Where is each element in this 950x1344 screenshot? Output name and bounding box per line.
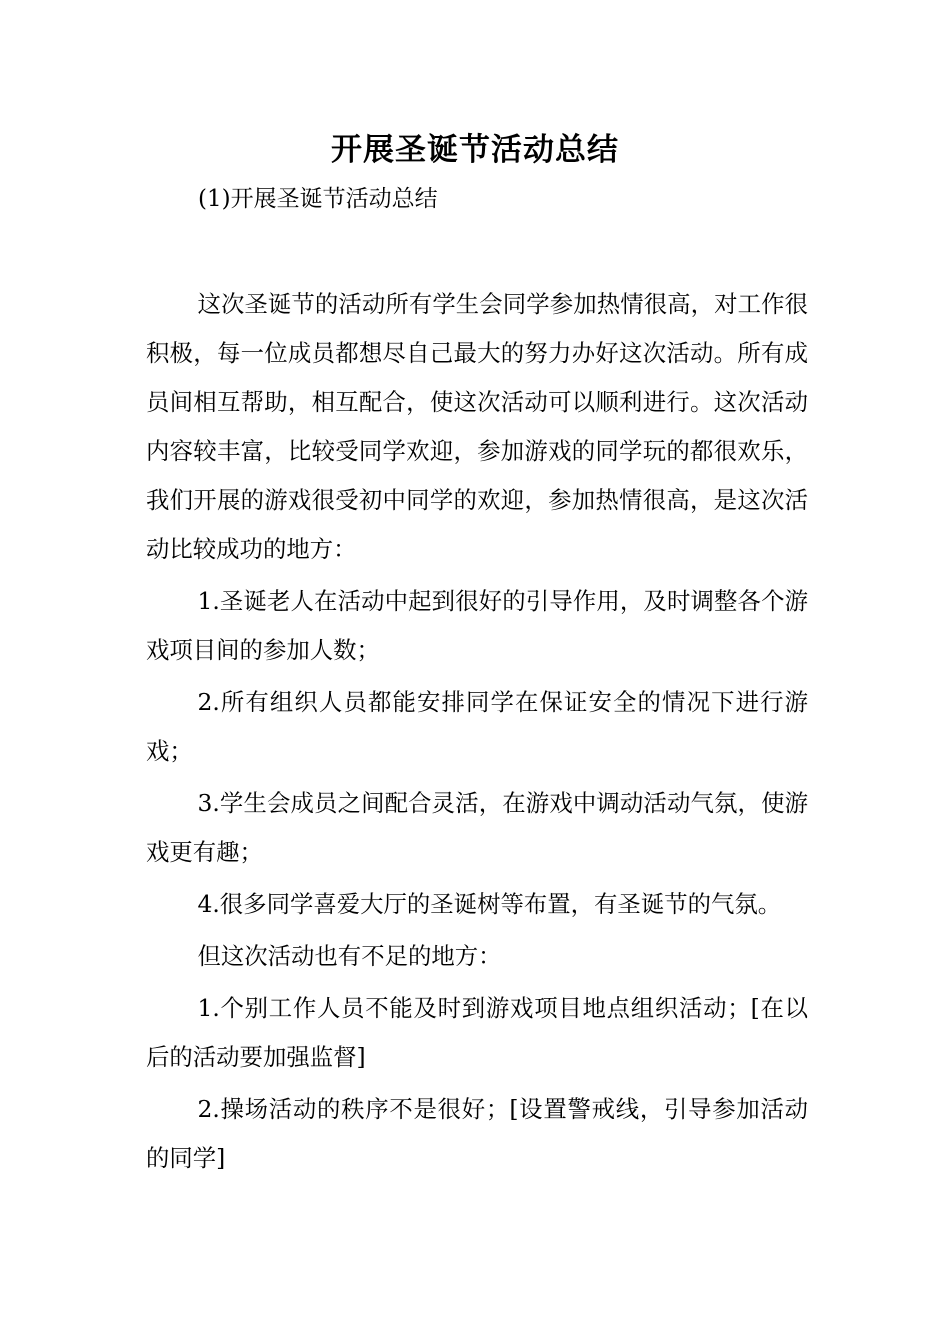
- paragraph-shortcomings: 但这次活动也有不足的地方：: [197, 942, 502, 970]
- paragraph-intro: 这次圣诞节的活动所有学生会同学参加热情很高，对工作很积极，每一位成员都想尽自己最大的努力办好这次活动。所有成员间相互帮助，相互配合，使这次活动可以顺利进行。这次活动内容较丰富，比较受同学欢迎，参加游戏的同学玩的都很欢乐，我们开展的游戏很受初中同学的欢迎，参加热情很高，是这次活动比较成功的地方：: [146, 290, 808, 563]
- shortcoming-item-1: 1.个别工作人员不能及时到游戏项目地点组织活动；[在以后的活动要加强监督]: [146, 994, 808, 1071]
- success-item-3: 3.学生会成员之间配合灵活，在游戏中调动活动气氛，使游戏更有趣；: [146, 789, 808, 866]
- shortcoming-item-2: 2.操场活动的秩序不是很好；[设置警戒线，引导参加活动的同学]: [146, 1095, 808, 1172]
- document-title: 开展圣诞节活动总结: [331, 132, 619, 168]
- success-item-2: 2.所有组织人员都能安排同学在保证安全的情况下进行游戏；: [146, 688, 808, 765]
- success-item-4: 4.很多同学喜爱大厅的圣诞树等布置，有圣诞节的气氛。: [197, 890, 782, 918]
- document-subtitle: (1)开展圣诞节活动总结: [198, 186, 438, 212]
- document-body: [146, 280, 808, 1186]
- success-item-1: 1.圣诞老人在活动中起到很好的引导作用，及时调整各个游戏项目间的参加人数；: [146, 587, 808, 664]
